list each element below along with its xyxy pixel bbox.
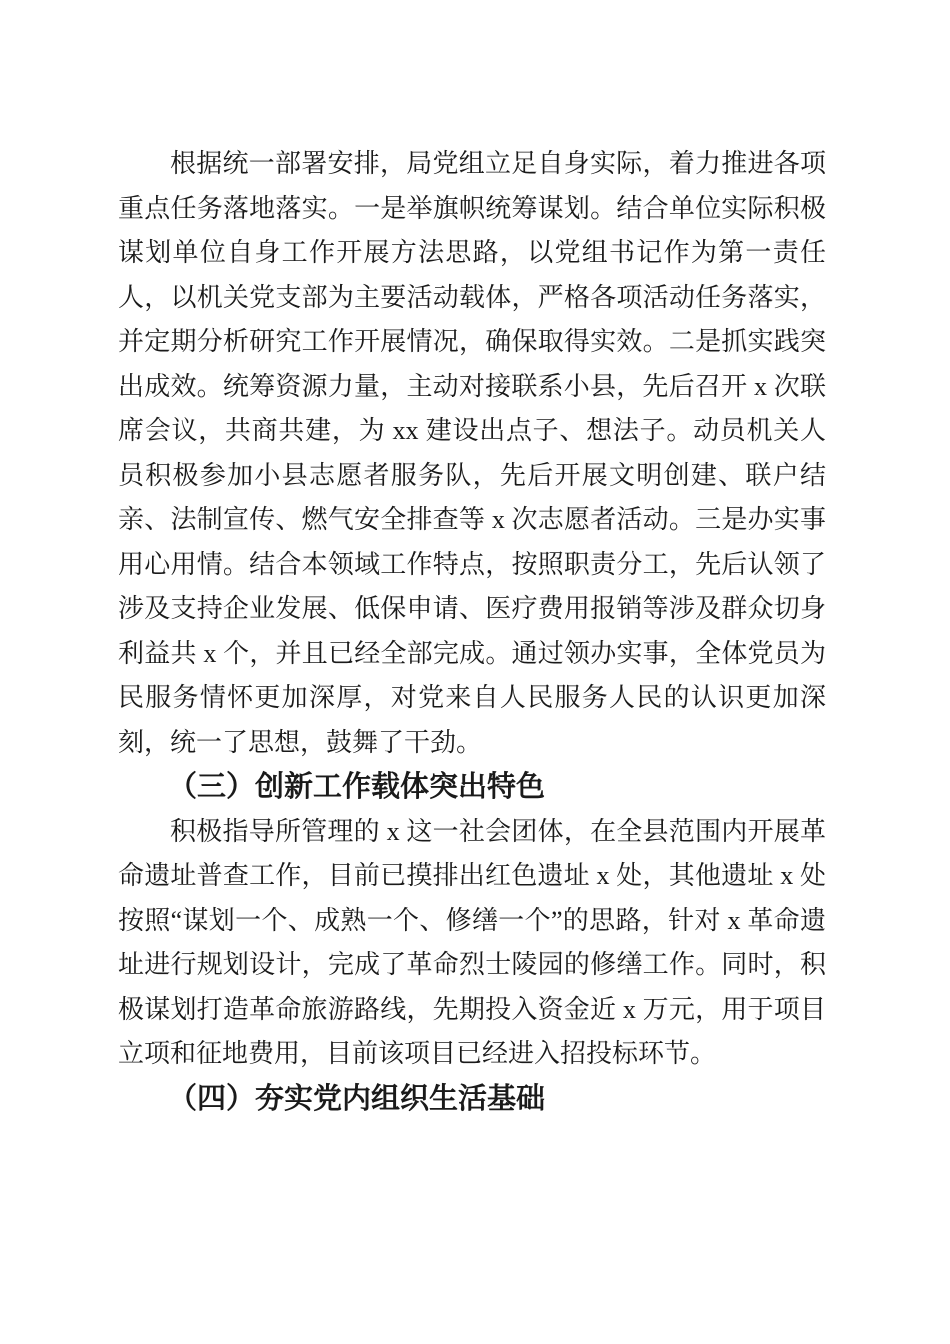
heading-section-three: （三）创新工作载体突出特色 xyxy=(168,771,546,803)
paragraph-key-tasks: 根据统一部署安排，局党组立足自身实际，着力推进各项重点任务落地落实。一是举旗帜统筹谋划。结合单位实际积极谋划单位自身工作开展方法思路，以党组书记作为第一责任人，以机关党支部为主要活动载体，严格各项活动任务落实，并定期分析研究工作开展情况，确保取得实效。二是抓实践突出成效。统筹资源力量，主动对接联系小县，先后召开 x 次联席会议，共商共建，为 xx 建设出点子、想法子。动员机关人员积极参加小县志愿者服务队，先后开展文明创建、联户结亲、法制宣传、燃气安全排查等 x 次志愿者活动。三是办实事用心用情。结合本领域工作特点，按照职责分工，先后认领了涉及支持企业发展、低保申请、医疗费用报销等涉及群众切身利益共 x 个，并且已经全部完成。通过领办实事，全体党员为民服务情怀更加深厚，对党来自人民服务人民的认识更加深刻，统一了思想，鼓舞了干劲。 xyxy=(118,149,826,757)
page-text-content xyxy=(118,142,826,1121)
paragraph-revolutionary-sites: 积极指导所管理的 x 这一社会团体，在全县范围内开展革命遗址普查工作，目前已摸排出红色遗址 x 处，其他遗址 x 处按照“谋划一个、成熟一个、修缮一个”的思路，针对 x 革命遗址进行规划设计，完成了革命烈士陵园的修缮工作。同时，积极谋划打造革命旅游路线，先期投入资金近 x 万元，用于项目立项和征地费用，目前该项目已经进入招投标环节。 xyxy=(118,816,826,1068)
heading-section-four: （四）夯实党内组织生活基础 xyxy=(168,1082,546,1115)
